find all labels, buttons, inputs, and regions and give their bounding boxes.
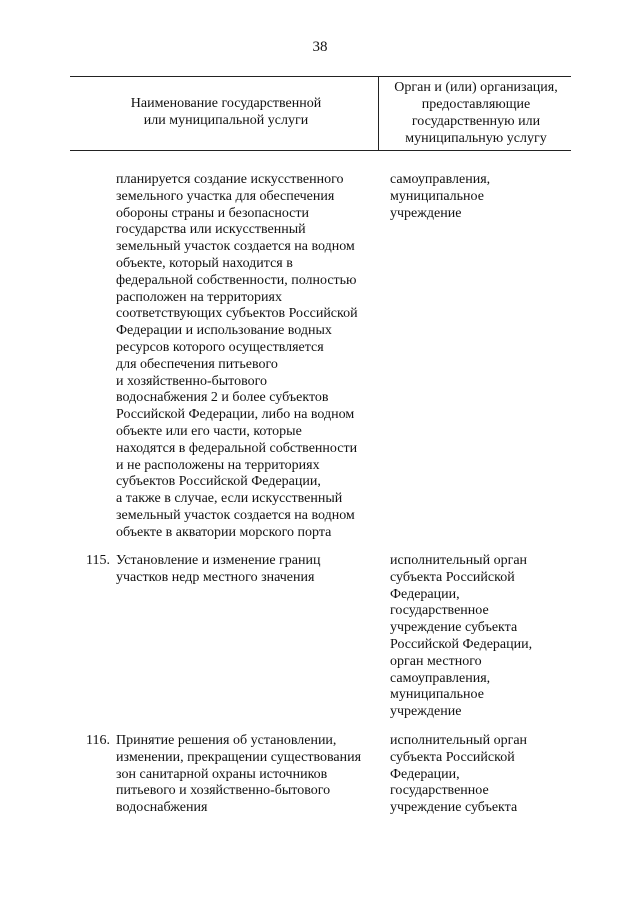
text-line: государственное bbox=[390, 603, 489, 619]
text-line: Принятие решения об установлении, bbox=[116, 733, 337, 748]
table-header-bottom-rule bbox=[70, 150, 571, 151]
text-line: Российской Федерации, либо на водном bbox=[116, 407, 355, 423]
provider-cell bbox=[390, 733, 572, 817]
text-line: учреждение bbox=[390, 704, 462, 720]
text-line: Федерации, bbox=[390, 766, 460, 782]
text-line: изменении, прекращении существования bbox=[116, 749, 362, 765]
text-line: государства или искусственный bbox=[116, 222, 306, 238]
table-header-column-divider bbox=[378, 76, 379, 150]
service-name-cell bbox=[116, 553, 396, 587]
text-line: орган местного bbox=[390, 653, 482, 669]
text-line: исполнительный орган bbox=[390, 733, 528, 748]
page-number: 38 bbox=[312, 39, 328, 55]
text-line: земельный участок создается на водном bbox=[116, 239, 355, 255]
text-line: питьевого и хозяйственно-бытового bbox=[116, 783, 331, 799]
text-line: учреждение субъекта bbox=[390, 800, 518, 816]
text-line: самоуправления, bbox=[390, 670, 491, 686]
header-text-line: Орган и (или) организация, bbox=[394, 80, 558, 95]
header-provider bbox=[382, 79, 570, 147]
text-line: а также в случае, если искусственный bbox=[116, 491, 343, 507]
header-text-line: предоставляющие bbox=[421, 97, 531, 112]
text-line: муниципальное bbox=[390, 188, 484, 204]
header-service-name bbox=[98, 95, 354, 129]
text-line: земельный участок создается на водном bbox=[116, 507, 355, 523]
text-line: находятся в федеральной собственности bbox=[116, 440, 358, 456]
text-line: Федерации и использование водных bbox=[116, 323, 332, 339]
text-line: учреждение bbox=[390, 205, 462, 221]
text-line: субъекта Российской bbox=[390, 569, 515, 585]
text-line: субъекта Российской bbox=[390, 749, 515, 765]
service-name-cell bbox=[116, 733, 396, 817]
text-line: исполнительный орган bbox=[390, 553, 528, 568]
text-line: соответствующих субъектов Российской bbox=[116, 306, 358, 322]
text-line: ресурсов которого осуществляется bbox=[116, 339, 324, 355]
row-number: 116. bbox=[86, 733, 110, 748]
text-line: водоснабжения 2 и более субъектов bbox=[116, 390, 329, 406]
table-header-top-rule bbox=[70, 76, 571, 77]
text-line: зон санитарной охраны источников bbox=[116, 766, 328, 782]
provider-cell bbox=[390, 172, 572, 222]
text-line: участков недр местного значения bbox=[116, 569, 315, 585]
text-line: субъектов Российской Федерации, bbox=[116, 474, 321, 490]
text-line: планируется создание искусственного bbox=[116, 172, 344, 187]
provider-cell bbox=[390, 553, 572, 721]
text-line: и не расположены на территориях bbox=[116, 457, 320, 473]
text-line: муниципальное bbox=[390, 687, 484, 703]
header-text-line: Наименование государственной bbox=[130, 96, 322, 111]
text-line: федеральной собственности, полностью bbox=[116, 272, 357, 288]
service-name-cell bbox=[116, 172, 396, 542]
text-line: объекте, который находится в bbox=[116, 255, 293, 271]
header-text-line: или муниципальной услуги bbox=[143, 113, 309, 128]
text-line: объекте в акватории морского порта bbox=[116, 524, 332, 540]
text-line: обороны страны и безопасности bbox=[116, 205, 309, 221]
text-line: и хозяйственно-бытового bbox=[116, 373, 268, 389]
text-line: расположен на территориях bbox=[116, 289, 282, 305]
row-number: 115. bbox=[86, 553, 110, 568]
text-line: земельного участка для обеспечения bbox=[116, 188, 335, 204]
text-line: водоснабжения bbox=[116, 800, 208, 816]
text-line: Установление и изменение границ bbox=[116, 553, 321, 568]
text-line: объекте или его части, которые bbox=[116, 423, 302, 439]
text-line: учреждение субъекта bbox=[390, 620, 518, 636]
text-line: Российской Федерации, bbox=[390, 636, 533, 652]
header-text-line: государственную или bbox=[411, 114, 541, 129]
text-line: для обеспечения питьевого bbox=[116, 356, 278, 372]
header-text-line: муниципальную услугу bbox=[405, 131, 547, 146]
text-line: Федерации, bbox=[390, 586, 460, 602]
text-line: самоуправления, bbox=[390, 172, 491, 187]
text-line: государственное bbox=[390, 783, 489, 799]
